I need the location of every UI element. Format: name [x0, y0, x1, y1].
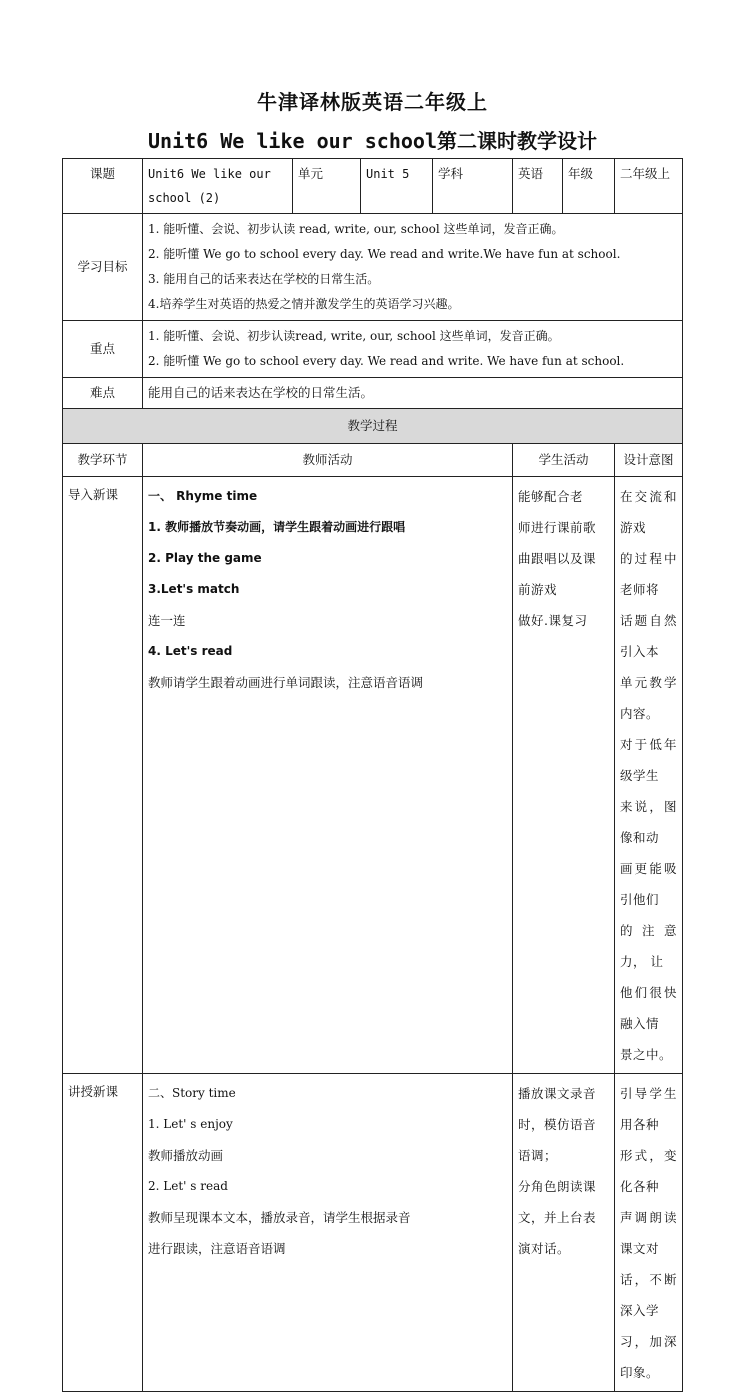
subtitle-english: Unit6 We like our school [148, 129, 437, 153]
design-line: 形式，变化各种 [620, 1148, 677, 1194]
design-line: 的注意力， 让 [620, 923, 677, 969]
student-activity-cell [513, 477, 615, 1074]
design-line: 声调朗读课文对 [620, 1210, 677, 1256]
teacher-step: 2. Let' s read [148, 1179, 228, 1193]
design-intent-cell [615, 1074, 683, 1392]
column-header-student: 学生活动 [513, 444, 615, 477]
stage-cell: 讲授新课 [63, 1074, 143, 1392]
teacher-step: 教师呈现课本文本，播放录音，请学生根据录音 [148, 1210, 411, 1225]
key-points-content [143, 321, 683, 378]
design-line: 单元教学内容。 [620, 675, 677, 721]
topic-value: Unit6 We like our school (2) [143, 159, 293, 214]
process-title-row [63, 409, 683, 444]
student-line: 师进行课前歌 [518, 520, 597, 535]
student-line: 前游戏 [518, 582, 558, 597]
student-activity-cell [513, 1074, 615, 1392]
column-header-design: 设计意图 [615, 444, 683, 477]
student-line: 能够配合老 [518, 489, 584, 504]
student-line: 文，并上台表 [518, 1210, 597, 1225]
info-row [63, 159, 683, 214]
key-point-item: 2. 能听懂 We go to school every day. We read and write. We have fun at school. [148, 354, 625, 368]
student-line: 播放课文录音 [518, 1086, 597, 1101]
teacher-step: 二、Story time [148, 1086, 236, 1100]
student-line: 时，模仿语音 [518, 1117, 597, 1132]
design-line: 他们很快融入情 [620, 985, 677, 1031]
design-line: 引导学生用各种 [620, 1086, 677, 1132]
grade-value: 二年级上 [615, 159, 683, 214]
design-line: 的过程中老师将 [620, 551, 677, 597]
teacher-step: 教师播放动画 [148, 1148, 224, 1163]
objectives-row [63, 214, 683, 321]
student-line: 分角色朗读课 [518, 1179, 597, 1194]
key-points-label: 重点 [63, 321, 143, 378]
objectives-label: 学习目标 [63, 214, 143, 321]
teacher-step: 教师请学生跟着动画进行单词跟读，注意语音语调 [148, 675, 424, 690]
teacher-activity-cell [143, 477, 513, 1074]
key-point-item: 1. 能听懂、会说、初步认读read, write, our, school 这些单词，发音正确。 [148, 329, 560, 343]
subtitle-chinese: 第二课时教学设计 [436, 129, 597, 153]
design-line: 在交流和游戏 [620, 489, 677, 535]
objective-item: 4.培养学生对英语的热爱之情并激发学生的英语学习兴趣。 [148, 297, 460, 311]
design-line: 画更能吸引他们 [620, 861, 677, 907]
lesson-plan-table [62, 158, 683, 1392]
student-line: 语调； [518, 1148, 558, 1163]
teacher-step: 进行跟读，注意语音语调 [148, 1241, 286, 1256]
subject-label: 学科 [433, 159, 513, 214]
column-header-teacher: 教师活动 [143, 444, 513, 477]
process-title: 教学过程 [63, 409, 683, 444]
objectives-content [143, 214, 683, 321]
difficulty-label: 难点 [63, 378, 143, 409]
unit-value: Unit 5 [361, 159, 433, 214]
objective-item: 3. 能用自己的话来表达在学校的日常生活。 [148, 272, 380, 286]
process-header-row [63, 444, 683, 477]
teacher-step: 2. Play the game [148, 551, 262, 565]
student-line: 做好.课复习 [518, 613, 588, 628]
teacher-step: 4. Let's read [148, 644, 233, 658]
teacher-step: 一、 Rhyme time [148, 489, 258, 503]
teacher-step: 1. 教师播放节奏动画，请学生跟着动画进行跟唱 [148, 520, 406, 534]
grade-label: 年级 [563, 159, 615, 214]
column-header-stage: 教学环节 [63, 444, 143, 477]
topic-label: 课题 [63, 159, 143, 214]
design-intent-cell [615, 477, 683, 1074]
student-line: 曲跟唱以及课 [518, 551, 597, 566]
key-points-row [63, 321, 683, 378]
design-line: 景之中。 [620, 1047, 673, 1062]
subject-value: 英语 [513, 159, 563, 214]
objective-item: 1. 能听懂、会说、初步认读 read, write, our, school 这些单词，发音正确。 [148, 222, 564, 236]
objective-item: 2. 能听懂 We go to school every day. We read and write.We have fun at school. [148, 247, 621, 261]
teacher-step: 连一连 [148, 613, 186, 628]
student-line: 演对话。 [518, 1241, 571, 1256]
design-line: 来说，图像和动 [620, 799, 677, 845]
design-line: 话，不断深入学 [620, 1272, 677, 1318]
design-line: 对于低年级学生 [620, 737, 677, 783]
difficulty-row [63, 378, 683, 409]
difficulty-content: 能用自己的话来表达在学校的日常生活。 [143, 378, 683, 409]
unit-label: 单元 [293, 159, 361, 214]
stage-cell: 导入新课 [63, 477, 143, 1074]
process-row-new-lesson [63, 1074, 683, 1392]
document-subtitle [0, 125, 745, 154]
design-line: 习，加深印象。 [620, 1334, 677, 1380]
design-line: 话题自然引入本 [620, 613, 677, 659]
process-row-intro [63, 477, 683, 1074]
teacher-activity-cell [143, 1074, 513, 1392]
teacher-step: 1. Let' s enjoy [148, 1117, 233, 1131]
teacher-step: 3.Let's match [148, 582, 240, 596]
document-title: 牛津译林版英语二年级上 [257, 90, 488, 114]
